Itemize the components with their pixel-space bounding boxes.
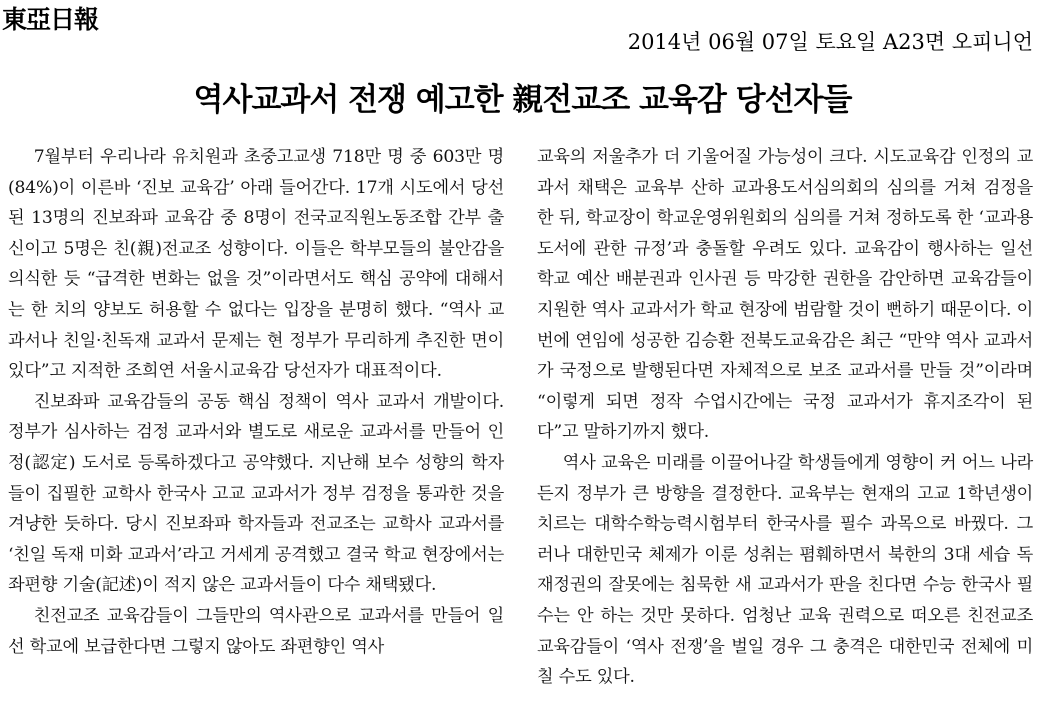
article-column-left <box>8 142 504 662</box>
publication-dateline: 2014년 06월 07일 토요일 A23면 오피니언 <box>627 30 1033 54</box>
article-column-right <box>537 142 1033 693</box>
newspaper-masthead: 東亞日報 <box>2 5 99 34</box>
paragraph-1: 7월부터 우리나라 유치원과 초중고교생 718만 명 중 603만 명(84%)이 이른바 ‘진보 교육감’ 아래 들어간다. 17개 시도에서 당선된 13명의 진보좌파 교육감 중 8명이 전국교직원노동조합 간부 출신이고 5명은 친(親)전교조 성향이다. 이들은 학부모들의 불안감을 의식한 듯 “급격한 변화는 없을 것”이라면서도 핵심 공약에 대해서는 한 치의 양보도 허용할 수 없다는 입장을 분명히 했다. “역사 교과서나 친일·친독재 교과서 문제는 현 정부가 무리하게 추진한 면이 있다”고 지적한 조희연 서울시교육감 당선자가 대표적이다. <box>8 147 504 382</box>
paragraph-4: 교육의 저울추가 더 기울어질 가능성이 크다. 시도교육감 인정의 교과서 채택은 교육부 산하 교과용도서심의회의 심의를 거쳐 검정을 한 뒤, 학교장이 학교운영위원회의 심의를 거쳐 정하도록 한 ‘교과용 도서에 관한 규정’과 충돌할 우려도 있다. 교육감이 행사하는 일선 학교 예산 배분권과 인사권 등 막강한 권한을 감안하면 교육감들이 지원한 역사 교과서가 학교 현장에 범람할 것이 뻔하기 때문이다. 이번에 연임에 성공한 김승환 전북도교육감은 최근 “만약 역사 교과서가 국정으로 발행된다면 자체적으로 보조 교과서를 만들 것”이라며 “이렇게 되면 정작 수업시간에는 국정 교과서가 휴지조각이 된다”고 말하기까지 했다. <box>537 147 1033 443</box>
paragraph-2: 진보좌파 교육감들의 공동 핵심 정책이 역사 교과서 개발이다. 정부가 심사하는 검정 교과서와 별도로 새로운 교과서를 만들어 인정(認定) 도서로 등록하겠다고 공약했다. 지난해 보수 성향의 학자들이 집필한 교학사 한국사 고교 교과서가 정부 검정을 통과한 것을 겨냥한 듯하다. 당시 진보좌파 학자들과 전교조는 교학사 교과서를 ‘친일 독재 미화 교과서’라고 거세게 공격했고 결국 학교 현장에서는 좌편향 기술(記述)이 적지 않은 교과서들이 다수 채택됐다. <box>8 391 504 596</box>
paragraph-3: 친전교조 교육감들이 그들만의 역사관으로 교과서를 만들어 일선 학교에 보급한다면 그렇지 않아도 좌편향인 역사 <box>8 605 504 657</box>
article-headline: 역사교과서 전쟁 예고한 親전교조 교육감 당선자들 <box>193 82 852 118</box>
paragraph-5: 역사 교육은 미래를 이끌어나갈 학생들에게 영향이 커 어느 나라든지 정부가 큰 방향을 결정한다. 교육부는 현재의 고교 1학년생이 치르는 대학수학능력시험부터 한국사를 필수 과목으로 바꿨다. 그러나 대한민국 체제가 이룬 성취는 폄훼하면서 북한의 3대 세습 독재정권의 잘못에는 침묵한 새 교과서가 판을 친다면 수능 한국사 필수는 안 하는 것만 못하다. 엄청난 교육 권력으로 떠오른 친전교조 교육감들이 ‘역사 전쟁’을 벌일 경우 그 충격은 대한민국 전체에 미칠 수도 있다. <box>537 452 1033 688</box>
